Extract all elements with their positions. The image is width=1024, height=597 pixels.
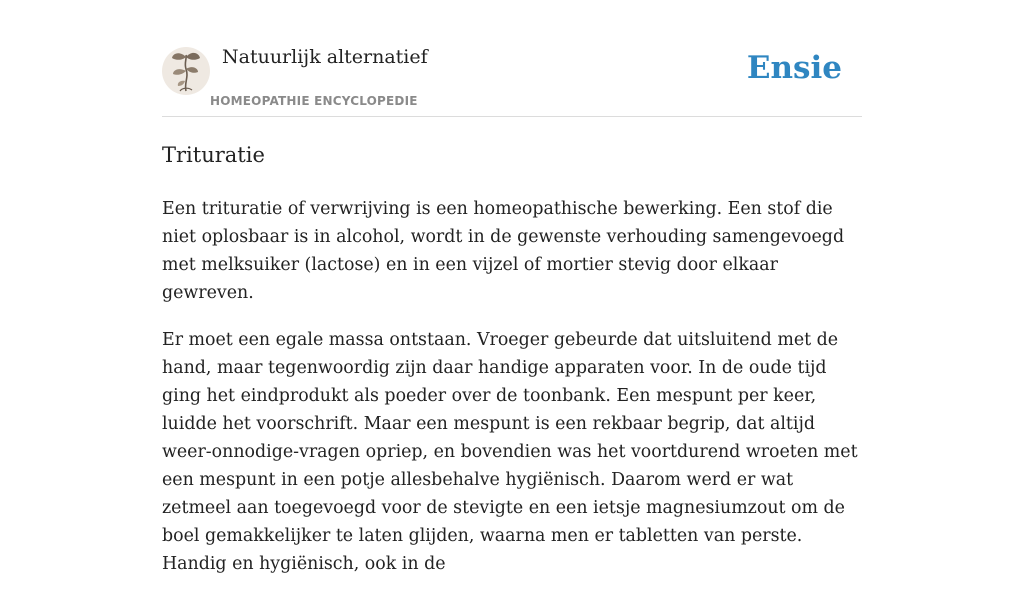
brand-logo[interactable]: Ensie — [746, 50, 842, 86]
article-paragraph: Een trituratie of verwrijving is een homeopathische bewerking. Een stof die niet oplosbaar is in alcohol, wordt in de gewenste verhouding samengevoegd met melksuiker (lactose) en in een vijzel of mortier stevig door elkaar gewreven. — [162, 199, 845, 303]
article — [162, 140, 862, 597]
article-paragraph: Er moet een egale massa ontstaan. Vroeger gebeurde dat uitsluitend met de hand, maar tegenwoordig zijn daar handige apparaten voor. In de oude tijd ging het eindprodukt als poeder over de toonbank. Een mespunt per keer, luidde het voorschrift. Maar een mespunt is een rekbaar begrip, dat altijd weer-onnodige-vragen opriep, en bovendien was het voortdurend wroeten met een mespunt in een potje allesbehalve hygiënisch. Daarom werd er wat zetmeel aan toegevoegd voor de stevigte en een ietsje magnesiumzout om de boel gemakkelijker te laten glijden, waarna men er tabletten van perste. Handig en hygiënisch, ook in de — [162, 330, 858, 574]
site-title[interactable]: Natuurlijk alternatief — [222, 46, 428, 68]
site-avatar[interactable] — [162, 47, 210, 95]
article-title: Trituratie — [162, 143, 265, 167]
site-header — [162, 0, 862, 117]
herb-plant-icon — [162, 47, 210, 95]
site-subtitle: HOMEOPATHIE ENCYCLOPEDIE — [210, 94, 418, 108]
